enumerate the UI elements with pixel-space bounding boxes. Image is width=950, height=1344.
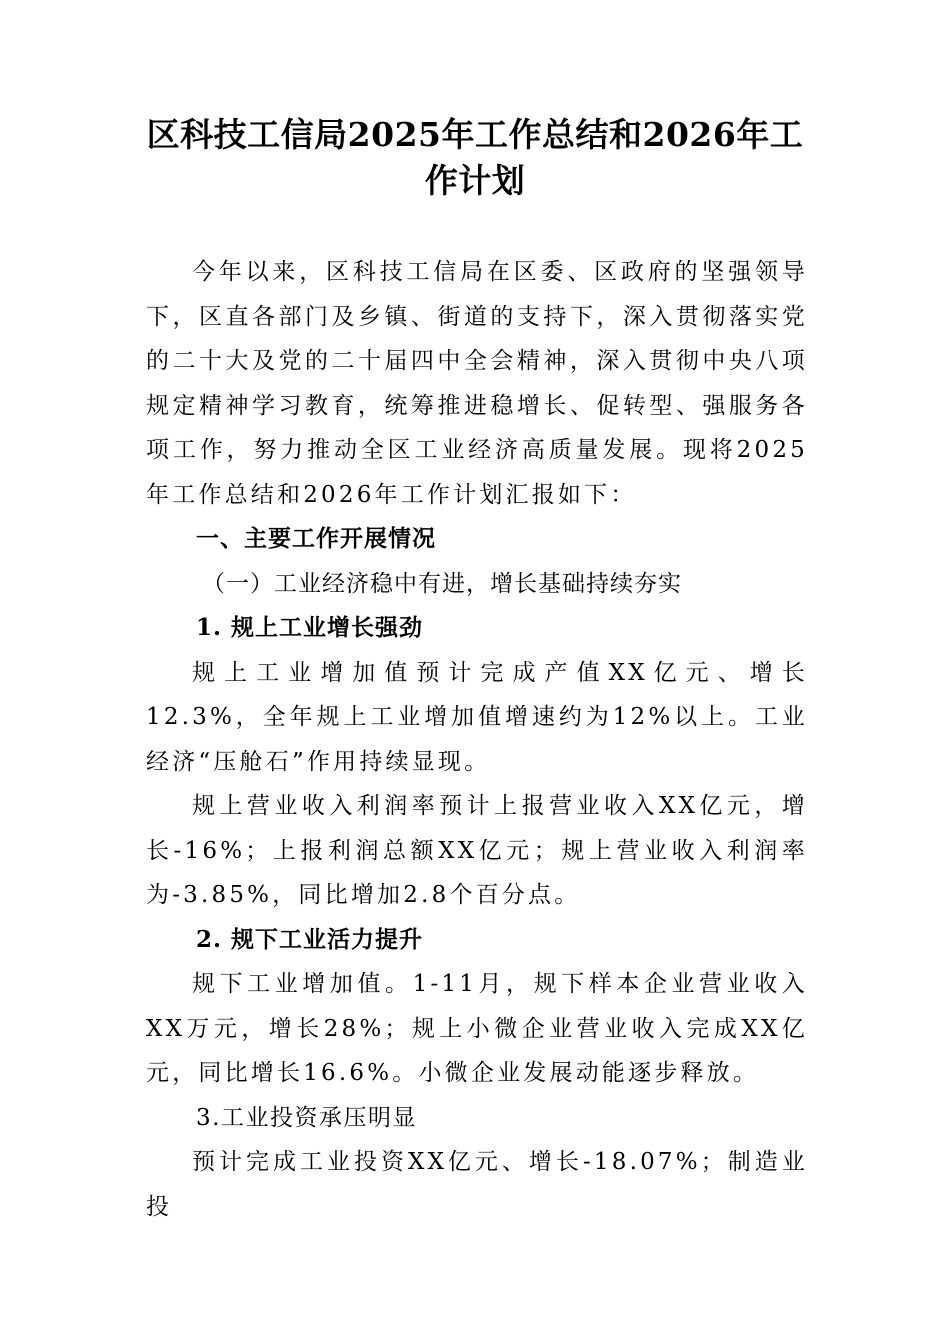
item-heading-3: 3.工业投资承压明显 [196, 1104, 417, 1131]
document-title: 区科技工信局2025年工作总结和2026年工作计划 [146, 115, 804, 200]
item-heading-2: 2. 规下工业活力提升 [196, 925, 424, 953]
document-body [146, 250, 808, 1229]
item1-paragraph-1: 规上工业增加值预计完成产值XX亿元、增长12.3%，全年规上工业增加值增速约为12%以上。工业经济“压舱石”作用持续显现。 [146, 659, 808, 775]
subsection-heading-1: （一）工业经济稳中有进，增长基础持续夯实 [202, 570, 682, 597]
item3-paragraph-1: 预计完成工业投资XX亿元、增长-18.07%；制造业投 [146, 1149, 808, 1220]
item2-paragraph-1: 规下工业增加值。1-11月，规下样本企业营业收入XX万元，增长28%；规上小微企业营业收入完成XX亿元，同比增长16.6%。小微企业发展动能逐步释放。 [146, 971, 808, 1086]
item1-paragraph-2: 规上营业收入利润率预计上报营业收入XX亿元，增长-16%；上报利润总额XX亿元；规上营业收入利润率为-3.85%，同比增加2.8个百分点。 [146, 793, 808, 908]
section-heading-1: 一、主要工作开展情况 [196, 526, 436, 552]
item-heading-1: 1. 规上工业增长强劲 [196, 614, 424, 641]
intro-paragraph: 今年以来，区科技工信局在区委、区政府的坚强领导下，区直各部门及乡镇、街道的支持下，深入贯彻落实党的二十大及党的二十届四中全会精神，深入贯彻中央八项规定精神学习教育，统筹推进稳增长、促转型、强服务各项工作，努力推动全区工业经济高质量发展。现将2025年工作总结和2026年工作计划汇报如下： [146, 259, 808, 508]
